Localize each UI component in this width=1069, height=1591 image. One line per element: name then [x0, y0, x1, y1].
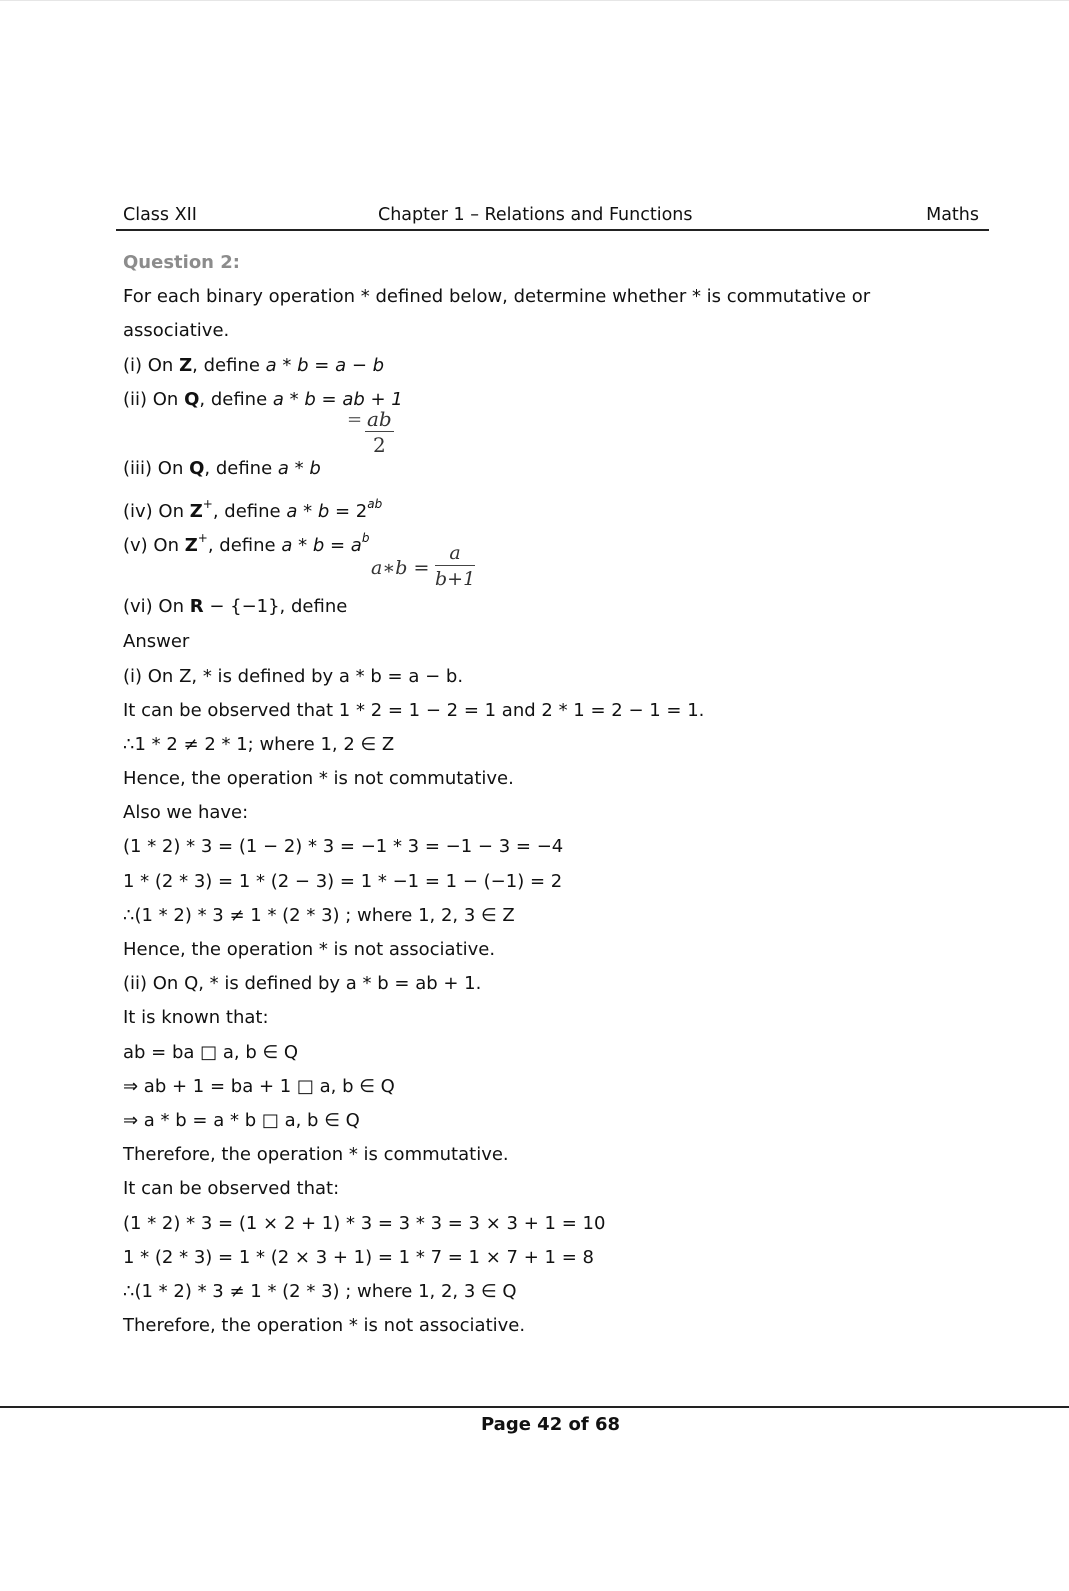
- answer-line: (ii) On Q, * is defined by a * b = ab + 1.: [123, 973, 482, 995]
- page-top-border: [0, 0, 1069, 1]
- question-part-vi: (vi) On R − {−1}, define a∗b = $\frac{a}{b+1}$: [123, 542, 476, 618]
- fraction-a-over-b-plus-1: $\frac{a}{b+1}$: [435, 542, 476, 591]
- header-class: Class XII: [123, 205, 197, 225]
- answer-line: ⇒ ab + 1 = ba + 1 □ a, b ∈ Q: [123, 1075, 395, 1097]
- answer-line: 1 * (2 * 3) = 1 * (2 × 3 + 1) = 1 * 7 = 1 × 7 + 1 = 8: [123, 1246, 594, 1268]
- answer-line: Therefore, the operation * is not associative.: [123, 1315, 526, 1337]
- header-subject: Maths: [926, 205, 979, 225]
- expression-a-star-b: a∗b =: [371, 557, 430, 580]
- page-content: [123, 246, 983, 1343]
- answer-line: ∴1 * 2 ≠ 2 * 1; where 1, 2 ∈ Z: [123, 733, 395, 755]
- answer-line: Hence, the operation * is not commutative.: [123, 768, 514, 790]
- answer-line: ∴(1 * 2) * 3 ≠ 1 * (2 * 3) ; where 1, 2, 3 ∈ Q: [123, 1280, 517, 1302]
- answer-line: It is known that:: [123, 1007, 269, 1029]
- answer-line: Also we have:: [123, 802, 249, 824]
- answer-line: Hence, the operation * is not associative.: [123, 939, 496, 960]
- question-part-i: (i) On Z, define a * b = a − b: [123, 354, 385, 376]
- page-number: Page 42 of 68: [480, 1414, 621, 1435]
- equals-sign: =: [347, 408, 363, 430]
- answer-line: ∴(1 * 2) * 3 ≠ 1 * (2 * 3) ; where 1, 2, 3 ∈ Z: [123, 904, 515, 926]
- answer-line: ab = ba □ a, b ∈ Q: [123, 1041, 299, 1063]
- page-header: [116, 203, 989, 231]
- answer-line: (1 * 2) * 3 = (1 × 2 + 1) * 3 = 3 * 3 = 3 × 3 + 1 = 10: [123, 1212, 606, 1234]
- answer-line: It can be observed that 1 * 2 = 1 − 2 = 1 and 2 * 1 = 2 − 1 = 1.: [123, 699, 705, 721]
- answer-line: It can be observed that:: [123, 1178, 340, 1200]
- header-chapter: Chapter 1 – Relations and Functions: [378, 205, 693, 225]
- question-title: Question 2:: [123, 252, 240, 273]
- fraction-ab-over-2: $\frac{ab}{2}$: [367, 406, 392, 457]
- question-part-v: (v) On Z+, define $a * b = a^b$: [123, 531, 370, 557]
- answer-line: ⇒ a * b = a * b □ a, b ∈ Q: [123, 1109, 360, 1131]
- answer-body: [123, 660, 983, 1344]
- question-part-ii: (ii) On Q, define a * b = ab + 1: [123, 388, 403, 410]
- answer-line: (i) On Z, * is defined by a * b = a − b.: [123, 665, 464, 687]
- question-intro-1: For each binary operation * defined below, determine whether * is commutative or: [123, 286, 871, 308]
- answer-line: Therefore, the operation * is commutative.: [123, 1144, 509, 1166]
- question-part-iii: (iii) On Q, define a * b = $\frac{ab}{2}$: [123, 417, 983, 487]
- question-part-iv: (iv) On Z+, define $a * b = 2^{ab}$: [123, 496, 383, 522]
- answer-line: 1 * (2 * 3) = 1 * (2 − 3) = 1 * −1 = 1 − (−1) = 2: [123, 870, 563, 892]
- footer-divider: [0, 1406, 1069, 1408]
- question-intro-2: associative.: [123, 320, 230, 342]
- answer-line: (1 * 2) * 3 = (1 − 2) * 3 = −1 * 3 = −1 − 3 = −4: [123, 836, 564, 858]
- answer-label: Answer: [123, 631, 190, 653]
